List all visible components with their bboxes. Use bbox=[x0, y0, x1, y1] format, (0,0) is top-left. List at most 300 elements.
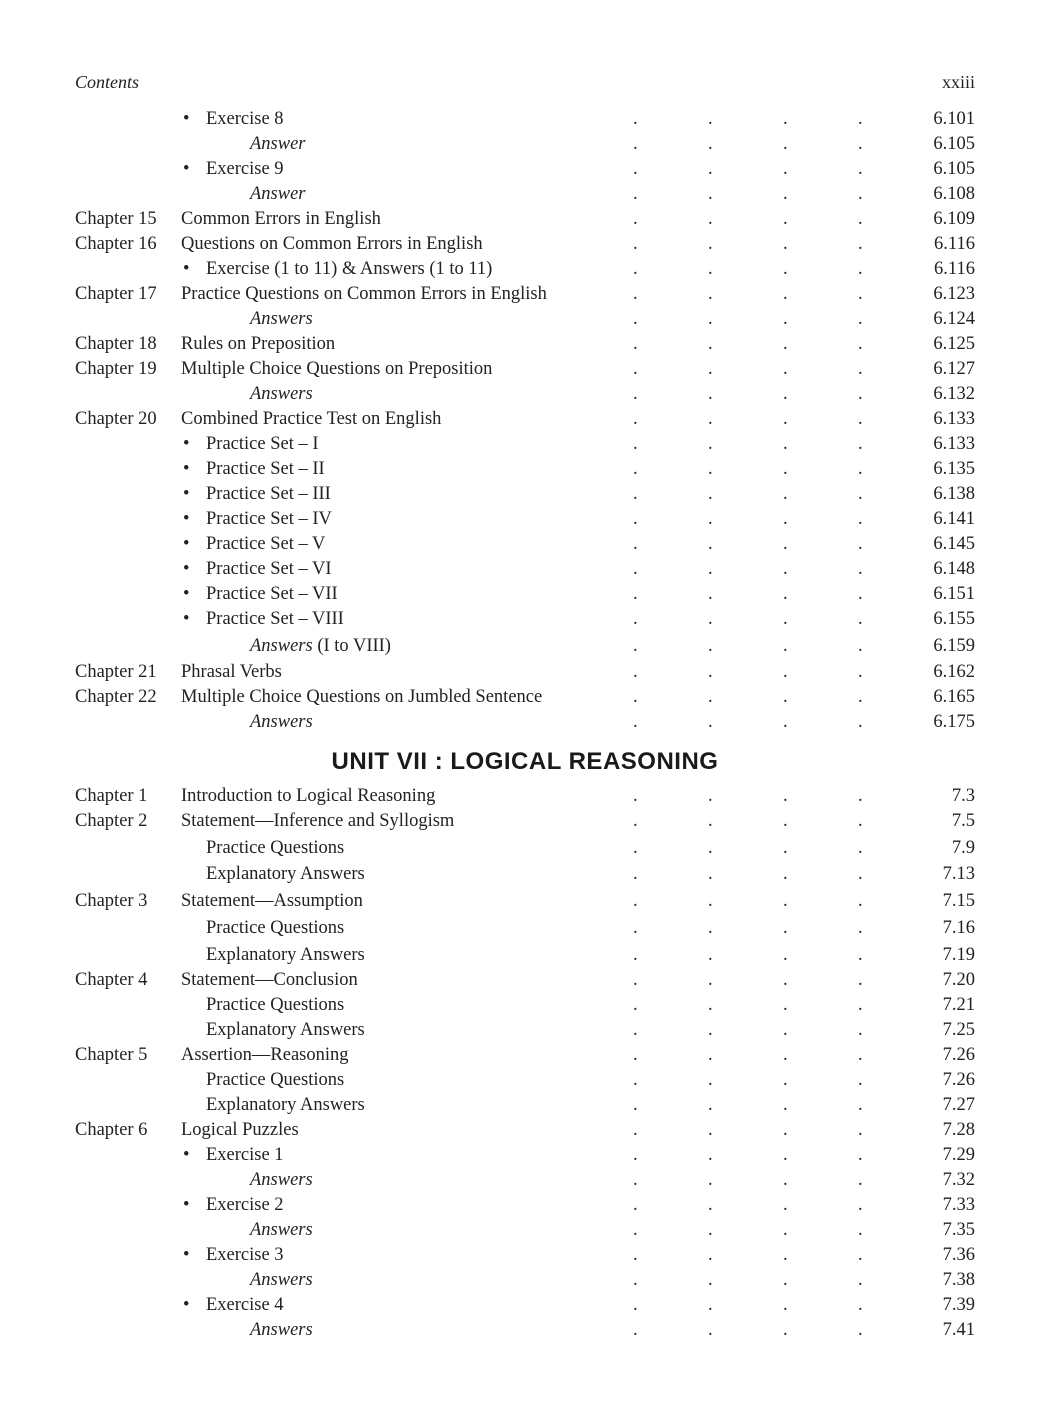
leader-dot: . bbox=[633, 484, 638, 504]
toc-entry[interactable] bbox=[0, 1068, 1050, 1093]
entry-title: Exercise 4 bbox=[206, 1294, 284, 1315]
chapter-number: Chapter 16 bbox=[75, 234, 157, 254]
entry-page-number: 6.125 bbox=[933, 334, 975, 354]
entry-title: Practice Questions bbox=[206, 1069, 345, 1090]
entry-title-wrap bbox=[250, 132, 306, 157]
entry-page-number: 7.32 bbox=[942, 1169, 975, 1190]
chapter-number: Chapter 3 bbox=[75, 891, 148, 912]
entry-title-wrap bbox=[181, 282, 547, 307]
toc-entry[interactable] bbox=[0, 710, 1050, 735]
leader-dot: . bbox=[633, 811, 638, 831]
entry-page-number: 7.39 bbox=[942, 1294, 975, 1315]
leader-dot: . bbox=[633, 636, 638, 656]
chapter-number: Chapter 4 bbox=[75, 969, 148, 990]
leader-dot: . bbox=[858, 209, 863, 229]
leader-dot: . bbox=[858, 509, 863, 529]
leader-dot: . bbox=[783, 434, 788, 454]
toc-entry[interactable] bbox=[0, 357, 1050, 382]
toc-entry[interactable] bbox=[0, 232, 1050, 257]
leader-dot: . bbox=[633, 1194, 638, 1215]
leader-dot: . bbox=[708, 1169, 713, 1190]
entry-title-wrap bbox=[206, 1293, 284, 1318]
leader-dot: . bbox=[858, 309, 863, 329]
entry-title-wrap bbox=[206, 507, 332, 532]
leader-dot: . bbox=[858, 864, 863, 885]
toc-entry[interactable] bbox=[0, 1268, 1050, 1293]
leader-dot: . bbox=[708, 712, 713, 732]
leader-dot: . bbox=[858, 969, 863, 990]
entry-title: Answers bbox=[250, 384, 313, 404]
toc-entry[interactable] bbox=[0, 282, 1050, 307]
leader-dot: . bbox=[783, 944, 788, 965]
leader-dot: . bbox=[633, 1169, 638, 1190]
entry-page-number: 6.138 bbox=[933, 484, 975, 504]
toc-entry[interactable] bbox=[0, 784, 1050, 809]
leader-dot: . bbox=[858, 384, 863, 404]
entry-page-number: 7.20 bbox=[942, 969, 975, 990]
entry-page-number: 7.29 bbox=[942, 1144, 975, 1165]
leader-dot: . bbox=[708, 1269, 713, 1290]
leader-dot: . bbox=[858, 334, 863, 354]
leader-dot: . bbox=[783, 1069, 788, 1090]
leader-dot: . bbox=[633, 1019, 638, 1040]
leader-dot: . bbox=[633, 159, 638, 179]
leader-dot: . bbox=[633, 359, 638, 379]
leader-dot: . bbox=[708, 609, 713, 629]
leader-dot: . bbox=[783, 234, 788, 254]
leader-dot: . bbox=[633, 1319, 638, 1340]
bullet-icon: • bbox=[183, 1294, 190, 1315]
leader-dot: . bbox=[708, 484, 713, 504]
leader-dot: . bbox=[783, 309, 788, 329]
entry-title: Multiple Choice Questions on Preposition bbox=[181, 359, 493, 379]
leader-dot: . bbox=[633, 459, 638, 479]
entry-title-wrap bbox=[250, 1168, 313, 1193]
leader-dot: . bbox=[633, 1244, 638, 1265]
leader-dot: . bbox=[858, 409, 863, 429]
entry-title-wrap bbox=[181, 889, 363, 914]
leader-dot: . bbox=[858, 1219, 863, 1240]
leader-dot: . bbox=[633, 994, 638, 1015]
toc-entry[interactable] bbox=[0, 382, 1050, 407]
entry-title-wrap bbox=[206, 993, 344, 1018]
leader-dot: . bbox=[783, 1144, 788, 1165]
leader-dot: . bbox=[783, 837, 788, 858]
entry-title-wrap bbox=[250, 307, 313, 332]
entry-title-wrap bbox=[206, 1018, 365, 1043]
leader-dot: . bbox=[858, 687, 863, 707]
leader-dot: . bbox=[783, 712, 788, 732]
entry-title: Practice Questions bbox=[206, 837, 345, 858]
leader-dot: . bbox=[708, 1194, 713, 1215]
leader-dot: . bbox=[633, 109, 638, 129]
toc-entry[interactable] bbox=[0, 1168, 1050, 1193]
leader-dot: . bbox=[633, 234, 638, 254]
entry-title-wrap bbox=[206, 607, 344, 632]
entry-title-wrap bbox=[206, 532, 325, 557]
leader-dot: . bbox=[633, 1269, 638, 1290]
toc-entry[interactable] bbox=[0, 607, 1050, 632]
entry-page-number: 6.108 bbox=[933, 184, 975, 204]
entry-title-wrap bbox=[250, 634, 391, 659]
toc-entry[interactable] bbox=[0, 1118, 1050, 1143]
leader-dot: . bbox=[633, 509, 638, 529]
leader-dot: . bbox=[858, 891, 863, 912]
toc-entry[interactable] bbox=[0, 157, 1050, 182]
toc-entry[interactable] bbox=[0, 1293, 1050, 1318]
entry-title-wrap bbox=[181, 1043, 349, 1068]
entry-title: Practice Set – VIII bbox=[206, 609, 344, 629]
leader-dot: . bbox=[858, 184, 863, 204]
leader-dot: . bbox=[633, 559, 638, 579]
leader-dot: . bbox=[783, 994, 788, 1015]
entry-title: Statement—Assumption bbox=[181, 891, 363, 912]
entry-title: Introduction to Logical Reasoning bbox=[181, 786, 436, 806]
entry-page-number: 7.27 bbox=[942, 1094, 975, 1115]
leader-dot: . bbox=[708, 687, 713, 707]
leader-dot: . bbox=[633, 409, 638, 429]
leader-dot: . bbox=[783, 1094, 788, 1115]
entry-page-number: 6.141 bbox=[933, 509, 975, 529]
entry-page-number: 7.5 bbox=[951, 811, 975, 831]
bullet-icon: • bbox=[183, 159, 190, 179]
entry-title-wrap bbox=[250, 1318, 313, 1343]
toc-entry[interactable] bbox=[0, 307, 1050, 332]
chapter-number: Chapter 2 bbox=[75, 811, 148, 831]
entry-title: Answers bbox=[250, 1319, 313, 1340]
toc-entry[interactable] bbox=[0, 557, 1050, 582]
bullet-icon: • bbox=[183, 484, 190, 504]
leader-dot: . bbox=[783, 184, 788, 204]
entry-title: Answers bbox=[250, 1269, 313, 1290]
leader-dot: . bbox=[783, 1119, 788, 1140]
entry-page-number: 7.36 bbox=[942, 1244, 975, 1265]
leader-dot: . bbox=[858, 459, 863, 479]
leader-dot: . bbox=[708, 459, 713, 479]
leader-dot: . bbox=[708, 1019, 713, 1040]
leader-dot: . bbox=[783, 1194, 788, 1215]
entry-title-wrap bbox=[250, 1218, 313, 1243]
leader-dot: . bbox=[783, 109, 788, 129]
toc-entry[interactable] bbox=[0, 532, 1050, 557]
entry-title: Exercise 1 bbox=[206, 1144, 284, 1165]
entry-page-number: 7.3 bbox=[951, 786, 975, 806]
entry-title: Multiple Choice Questions on Jumbled Sentence bbox=[181, 687, 543, 707]
leader-dot: . bbox=[633, 334, 638, 354]
bullet-icon: • bbox=[183, 559, 190, 579]
entry-page-number: 6.116 bbox=[934, 259, 975, 279]
entry-page-number: 6.165 bbox=[933, 687, 975, 707]
entry-page-number: 6.145 bbox=[933, 534, 975, 554]
toc-entry[interactable] bbox=[0, 1018, 1050, 1043]
entry-title-wrap bbox=[206, 457, 325, 482]
leader-dot: . bbox=[633, 534, 638, 554]
chapter-number: Chapter 17 bbox=[75, 284, 157, 304]
entry-page-number: 7.9 bbox=[951, 837, 975, 858]
entry-page-number: 7.16 bbox=[942, 917, 975, 938]
leader-dot: . bbox=[858, 134, 863, 154]
leader-dot: . bbox=[783, 687, 788, 707]
entry-title-wrap bbox=[206, 582, 338, 607]
leader-dot: . bbox=[633, 209, 638, 229]
entry-title-wrap bbox=[181, 784, 435, 809]
leader-dot: . bbox=[708, 1144, 713, 1165]
leader-dot: . bbox=[858, 284, 863, 304]
bullet-icon: • bbox=[183, 1144, 190, 1165]
leader-dot: . bbox=[783, 662, 788, 682]
leader-dot: . bbox=[858, 1094, 863, 1115]
entry-title: Practice Set – III bbox=[206, 484, 331, 504]
leader-dot: . bbox=[708, 1219, 713, 1240]
entry-title-wrap bbox=[206, 432, 319, 457]
toc-entry[interactable] bbox=[0, 1143, 1050, 1168]
leader-dot: . bbox=[858, 662, 863, 682]
leader-dot: . bbox=[708, 259, 713, 279]
toc-entry[interactable] bbox=[0, 107, 1050, 132]
leader-dot: . bbox=[858, 636, 863, 656]
leader-dot: . bbox=[783, 1319, 788, 1340]
leader-dot: . bbox=[633, 184, 638, 204]
entry-page-number: 7.35 bbox=[942, 1219, 975, 1240]
page-number: xxiii bbox=[941, 72, 975, 92]
entry-title: Assertion—Reasoning bbox=[181, 1044, 349, 1065]
leader-dot: . bbox=[708, 1119, 713, 1140]
entry-title-wrap bbox=[206, 482, 331, 507]
toc-entry[interactable] bbox=[0, 257, 1050, 282]
leader-dot: . bbox=[858, 944, 863, 965]
leader-dot: . bbox=[783, 259, 788, 279]
leader-dot: . bbox=[858, 159, 863, 179]
entry-title-suffix: (I to VIII) bbox=[312, 636, 391, 656]
leader-dot: . bbox=[708, 969, 713, 990]
leader-dot: . bbox=[708, 1319, 713, 1340]
toc-entry[interactable] bbox=[0, 836, 1050, 861]
leader-dot: . bbox=[708, 891, 713, 912]
bullet-icon: • bbox=[183, 1244, 190, 1265]
leader-dot: . bbox=[858, 1044, 863, 1065]
toc-entry[interactable] bbox=[0, 862, 1050, 887]
entry-title: Practice Set – I bbox=[206, 434, 319, 454]
leader-dot: . bbox=[783, 786, 788, 806]
toc-entry[interactable] bbox=[0, 889, 1050, 914]
toc-entry[interactable] bbox=[0, 407, 1050, 432]
leader-dot: . bbox=[783, 609, 788, 629]
leader-dot: . bbox=[858, 609, 863, 629]
leader-dot: . bbox=[633, 434, 638, 454]
entry-page-number: 6.175 bbox=[933, 712, 975, 732]
leader-dot: . bbox=[858, 1244, 863, 1265]
leader-dot: . bbox=[633, 134, 638, 154]
leader-dot: . bbox=[708, 662, 713, 682]
entry-page-number: 6.148 bbox=[933, 559, 975, 579]
leader-dot: . bbox=[783, 1269, 788, 1290]
leader-dot: . bbox=[783, 811, 788, 831]
toc-entry[interactable] bbox=[0, 660, 1050, 685]
entry-title-wrap bbox=[206, 257, 492, 282]
entry-page-number: 6.132 bbox=[933, 384, 975, 404]
entry-page-number: 7.25 bbox=[942, 1019, 975, 1040]
entry-page-number: 6.109 bbox=[933, 209, 975, 229]
toc-entry[interactable] bbox=[0, 943, 1050, 968]
bullet-icon: • bbox=[183, 1194, 190, 1215]
toc-entry[interactable] bbox=[0, 457, 1050, 482]
leader-dot: . bbox=[858, 559, 863, 579]
entry-title-wrap bbox=[206, 107, 284, 132]
leader-dot: . bbox=[783, 1044, 788, 1065]
entry-page-number: 6.162 bbox=[933, 662, 975, 682]
leader-dot: . bbox=[858, 1144, 863, 1165]
entry-page-number: 6.124 bbox=[933, 309, 975, 329]
leader-dot: . bbox=[633, 944, 638, 965]
leader-dot: . bbox=[783, 917, 788, 938]
toc-entry[interactable] bbox=[0, 685, 1050, 710]
toc-entry[interactable] bbox=[0, 207, 1050, 232]
leader-dot: . bbox=[783, 384, 788, 404]
leader-dot: . bbox=[633, 284, 638, 304]
leader-dot: . bbox=[633, 969, 638, 990]
leader-dot: . bbox=[783, 864, 788, 885]
entry-title: Explanatory Answers bbox=[206, 1094, 365, 1115]
toc-entry[interactable] bbox=[0, 332, 1050, 357]
entry-title-wrap bbox=[181, 332, 335, 357]
entry-title: Practice Set – IV bbox=[206, 509, 332, 529]
entry-page-number: 6.151 bbox=[933, 584, 975, 604]
toc-entry[interactable] bbox=[0, 482, 1050, 507]
entry-page-number: 7.21 bbox=[942, 994, 975, 1015]
leader-dot: . bbox=[708, 559, 713, 579]
leader-dot: . bbox=[858, 712, 863, 732]
entry-title: Explanatory Answers bbox=[206, 864, 365, 885]
toc-entry[interactable] bbox=[0, 1318, 1050, 1343]
entry-title-wrap bbox=[181, 1118, 299, 1143]
leader-dot: . bbox=[708, 234, 713, 254]
toc-entry[interactable] bbox=[0, 1243, 1050, 1268]
entry-title: Answer bbox=[250, 134, 306, 154]
entry-title: Exercise (1 to 11) & Answers (1 to 11) bbox=[206, 259, 493, 279]
leader-dot: . bbox=[858, 837, 863, 858]
leader-dot: . bbox=[708, 1244, 713, 1265]
leader-dot: . bbox=[708, 434, 713, 454]
entry-title-wrap bbox=[206, 943, 365, 968]
leader-dot: . bbox=[783, 509, 788, 529]
toc-entry[interactable] bbox=[0, 1043, 1050, 1068]
toc-entry[interactable] bbox=[0, 1193, 1050, 1218]
entry-page-number: 7.28 bbox=[942, 1119, 975, 1140]
leader-dot: . bbox=[708, 864, 713, 885]
toc-entry[interactable] bbox=[0, 1218, 1050, 1243]
entry-title-wrap bbox=[206, 1243, 284, 1268]
leader-dot: . bbox=[708, 917, 713, 938]
leader-dot: . bbox=[633, 662, 638, 682]
leader-dot: . bbox=[633, 609, 638, 629]
entry-title: Practice Questions bbox=[206, 994, 345, 1015]
entry-title: Exercise 2 bbox=[206, 1194, 284, 1215]
bullet-icon: • bbox=[183, 584, 190, 604]
leader-dot: . bbox=[633, 864, 638, 885]
leader-dot: . bbox=[858, 1319, 863, 1340]
entry-page-number: 6.101 bbox=[933, 109, 975, 129]
leader-dot: . bbox=[783, 1244, 788, 1265]
leader-dot: . bbox=[633, 687, 638, 707]
leader-dot: . bbox=[858, 234, 863, 254]
leader-dot: . bbox=[858, 786, 863, 806]
leader-dot: . bbox=[858, 359, 863, 379]
leader-dot: . bbox=[708, 384, 713, 404]
toc-entry[interactable] bbox=[0, 634, 1050, 659]
toc-entry[interactable] bbox=[0, 993, 1050, 1018]
leader-dot: . bbox=[708, 1094, 713, 1115]
entry-page-number: 6.133 bbox=[933, 434, 975, 454]
leader-dot: . bbox=[708, 636, 713, 656]
entry-title-wrap bbox=[181, 968, 358, 993]
entry-title-wrap bbox=[206, 836, 344, 861]
entry-title: Exercise 9 bbox=[206, 159, 284, 179]
leader-dot: . bbox=[783, 584, 788, 604]
leader-dot: . bbox=[708, 109, 713, 129]
toc-entry[interactable] bbox=[0, 507, 1050, 532]
toc-entry[interactable] bbox=[0, 916, 1050, 941]
chapter-number: Chapter 22 bbox=[75, 687, 157, 707]
entry-page-number: 6.133 bbox=[933, 409, 975, 429]
leader-dot: . bbox=[783, 534, 788, 554]
leader-dot: . bbox=[783, 559, 788, 579]
leader-dot: . bbox=[858, 584, 863, 604]
chapter-number: Chapter 20 bbox=[75, 409, 157, 429]
entry-title-wrap bbox=[181, 809, 454, 834]
toc-entry[interactable] bbox=[0, 968, 1050, 993]
leader-dot: . bbox=[783, 1169, 788, 1190]
leader-dot: . bbox=[708, 209, 713, 229]
leader-dot: . bbox=[708, 534, 713, 554]
leader-dot: . bbox=[858, 917, 863, 938]
entry-page-number: 7.38 bbox=[942, 1269, 975, 1290]
bullet-icon: • bbox=[183, 109, 190, 129]
leader-dot: . bbox=[783, 1219, 788, 1240]
chapter-number: Chapter 18 bbox=[75, 334, 157, 354]
leader-dot: . bbox=[783, 484, 788, 504]
entry-title-wrap bbox=[181, 407, 441, 432]
leader-dot: . bbox=[783, 969, 788, 990]
entry-page-number: 6.159 bbox=[933, 636, 975, 656]
toc-entry[interactable] bbox=[0, 132, 1050, 157]
leader-dot: . bbox=[708, 786, 713, 806]
entry-title-wrap bbox=[206, 1143, 284, 1168]
entry-title: Phrasal Verbs bbox=[181, 662, 282, 682]
leader-dot: . bbox=[858, 109, 863, 129]
toc-entry[interactable] bbox=[0, 582, 1050, 607]
leader-dot: . bbox=[783, 409, 788, 429]
entry-page-number: 6.127 bbox=[933, 359, 975, 379]
entry-title: Exercise 3 bbox=[206, 1244, 284, 1265]
chapter-number: Chapter 1 bbox=[75, 786, 148, 806]
toc-entry[interactable] bbox=[0, 432, 1050, 457]
leader-dot: . bbox=[633, 786, 638, 806]
bullet-icon: • bbox=[183, 259, 190, 279]
entry-title: Logical Puzzles bbox=[181, 1119, 299, 1140]
chapter-number: Chapter 6 bbox=[75, 1119, 148, 1140]
leader-dot: . bbox=[858, 1194, 863, 1215]
bullet-icon: • bbox=[183, 534, 190, 554]
toc-entry[interactable] bbox=[0, 182, 1050, 207]
entry-title: Rules on Preposition bbox=[181, 334, 336, 354]
leader-dot: . bbox=[633, 891, 638, 912]
leader-dot: . bbox=[783, 209, 788, 229]
toc-entry[interactable] bbox=[0, 809, 1050, 834]
leader-dot: . bbox=[633, 1219, 638, 1240]
leader-dot: . bbox=[708, 184, 713, 204]
toc-entry[interactable] bbox=[0, 1093, 1050, 1118]
entry-title: Statement—Inference and Syllogism bbox=[181, 811, 455, 831]
